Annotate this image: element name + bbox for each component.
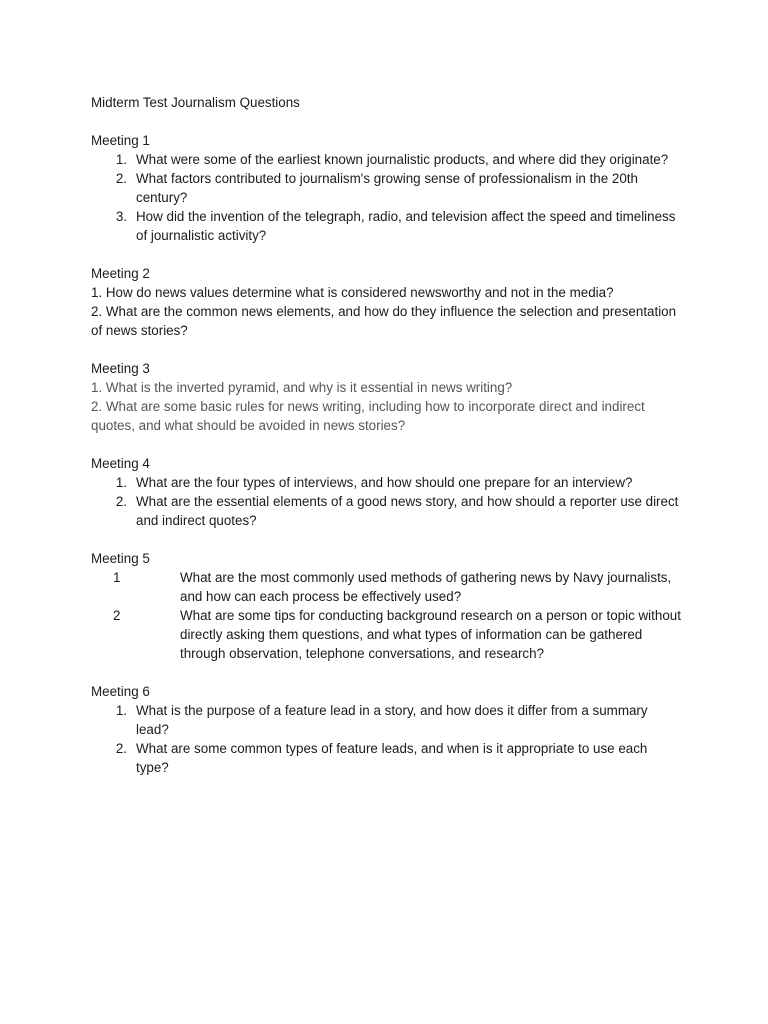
meeting-4-section xyxy=(91,454,681,530)
question-text: What are some common types of feature leads, and when is it appropriate to use each type? xyxy=(136,741,648,775)
list-item xyxy=(91,701,681,739)
question-paragraph: 1. What is the inverted pyramid, and why is it essential in news writing? xyxy=(91,380,513,395)
meeting-heading: Meeting 2 xyxy=(91,266,150,281)
meeting-6-section xyxy=(91,682,681,777)
meeting-heading: Meeting 5 xyxy=(91,551,150,566)
question-text: What are some tips for conducting background research on a person or topic without directly asking them questions, and what types of information can be gathered through observation, telephone conversations, and research? xyxy=(180,608,681,661)
document-body xyxy=(91,93,681,796)
item-number: 3. xyxy=(115,209,127,224)
item-number: 1. xyxy=(115,152,127,167)
meeting-2-section xyxy=(91,264,681,340)
item-number: 2. xyxy=(115,741,127,756)
item-number: 1. xyxy=(115,703,127,718)
question-text: What are the essential elements of a good news story, and how should a reporter use direct and indirect quotes? xyxy=(136,494,679,528)
meeting-heading: Meeting 4 xyxy=(91,456,150,471)
list-item xyxy=(91,568,681,606)
item-number: 2 xyxy=(113,608,121,623)
list-item xyxy=(91,606,681,663)
list-item xyxy=(91,473,681,492)
meeting-1-section xyxy=(91,131,681,245)
document-title: Midterm Test Journalism Questions xyxy=(91,95,300,110)
list-item xyxy=(91,739,681,777)
meeting-5-section xyxy=(91,549,681,663)
question-text: What are the most commonly used methods of gathering news by Navy journalists, and how can each process be effectively used? xyxy=(180,570,672,604)
item-number: 2. xyxy=(115,171,127,186)
list-item xyxy=(91,169,681,207)
item-number: 1. xyxy=(115,475,127,490)
question-text: How did the invention of the telegraph, radio, and television affect the speed and timeliness of journalistic activity? xyxy=(136,209,676,243)
question-text: What is the purpose of a feature lead in a story, and how does it differ from a summary lead? xyxy=(136,703,648,737)
item-number: 2. xyxy=(115,494,127,509)
question-paragraph: 2. What are the common news elements, and how do they influence the selection and presentation of news stories? xyxy=(91,304,677,338)
question-paragraph: 2. What are some basic rules for news writing, including how to incorporate direct and indirect quotes, and what should be avoided in news stories? xyxy=(91,399,645,433)
list-item xyxy=(91,207,681,245)
question-paragraph: 1. How do news values determine what is considered newsworthy and not in the media? xyxy=(91,285,614,300)
item-number: 1 xyxy=(113,570,121,585)
question-text: What factors contributed to journalism's growing sense of professionalism in the 20th century? xyxy=(136,171,638,205)
question-text: What were some of the earliest known journalistic products, and where did they originate? xyxy=(136,152,669,167)
meeting-heading: Meeting 1 xyxy=(91,133,150,148)
meeting-heading: Meeting 6 xyxy=(91,684,150,699)
list-item xyxy=(91,492,681,530)
list-item xyxy=(91,150,681,169)
meeting-heading: Meeting 3 xyxy=(91,361,150,376)
meeting-3-section xyxy=(91,359,681,435)
question-text: What are the four types of interviews, and how should one prepare for an interview? xyxy=(136,475,633,490)
